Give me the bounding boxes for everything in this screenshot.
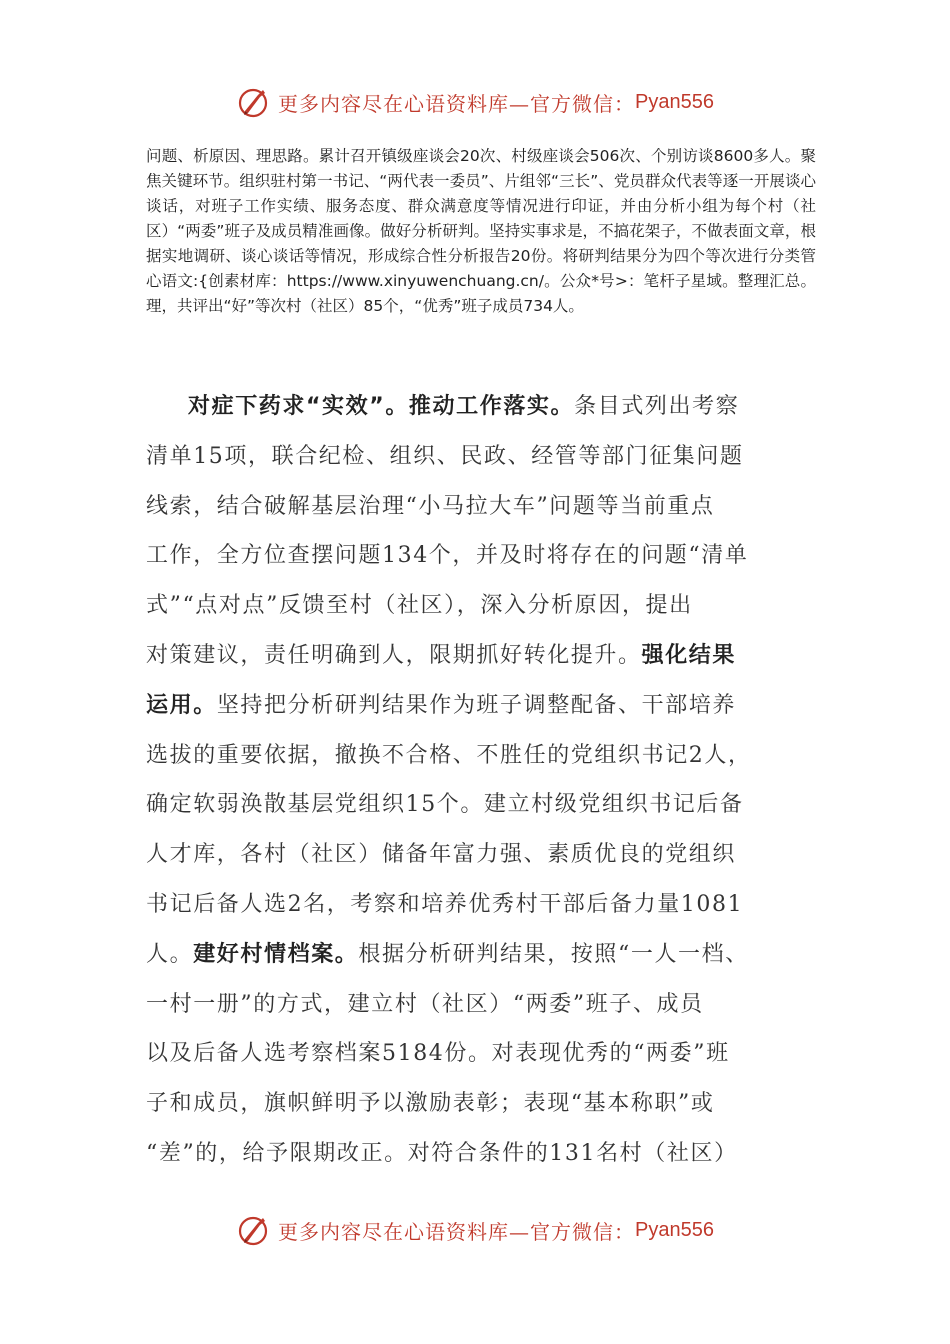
body-line: 工作，全方位查摆问题134个，并及时将存在的问题“清单 (146, 543, 749, 569)
section-heading: 对症下药求“实效”。推动工作落实。 (188, 394, 575, 419)
section-heading: 运用。 (146, 692, 217, 718)
body-line: 子和成员，旗帜鲜明予以激励表彰；表现“基本称职”或 (146, 1091, 715, 1117)
body-line: 对症下药求“实效”。推动工作落实。条目式列出考察 (188, 394, 740, 419)
body-line: 以及后备人选考察档案5184份。对表现优秀的“两委”班 (146, 1041, 730, 1067)
watermark-wechat-id: Pyan556 (635, 90, 714, 113)
body-line: 选拔的重要依据，撤换不合格、不胜任的党组织书记2人， (146, 742, 752, 768)
pen-nib-circle-icon (236, 1212, 272, 1248)
body-line: 线索，结合破解基层治理“小马拉大车”问题等当前重点 (146, 493, 715, 519)
body-line: “差”的，给予限期改正。对符合条件的131名村（社区） (146, 1140, 738, 1166)
body-line: 对策建议，责任明确到人，限期抓好转化提升。强化结果 (146, 642, 737, 668)
body-line: 一村一册”的方式，建立村（社区）“两委”班子、成员 (146, 991, 704, 1017)
watermark-text: 更多内容尽在心语资料库—官方微信： (278, 1219, 636, 1244)
watermark-footer (0, 1210, 950, 1250)
body-line: 人。建好村情档案。根据分析研判结果，按照“一人一档、 (146, 941, 749, 967)
summary-paragraph: 问题、析原因、理思路。累计召开镇级座谈会20次、村级座谈会506次、个别访谈8600多人。聚焦关键环节。组织驻村第一书记、“两代表一委员”、片组邻“三长”、党员群众代表等逐一开展谈心谈话，对班子工作实绩、服务态度、群众满意度等情况进行印证，并由分析小组为每个村（社区）“两委”班子及成员精准画像。做好分析研判。坚持实事求是，不搞花架子，不做表面文章，根据实地调研、谈心谈话等情况，形成综合性分析报告20份。将研判结果分为四个等次进行分类管心语文:{创素材库：https://www.xinyuwenchuang.cn/。公众*号>：笔杆子星域。整理汇总。理，共评出“好”等次村（社区）85个，“优秀”班子成员734人。 (146, 147, 816, 315)
body-line: 清单15项，联合纪检、组织、民政、经管等部门征集问题 (146, 443, 744, 469)
section-heading: 强化结果 (641, 642, 737, 668)
main-body (146, 382, 810, 1179)
watermark-wechat-id: Pyan556 (635, 1218, 714, 1241)
body-line: 式”“点对点”反馈至村（社区），深入分析原因，提出 (146, 593, 693, 619)
body-line: 确定软弱涣散基层党组织15个。建立村级党组织书记后备 (146, 792, 744, 818)
pen-nib-circle-icon (236, 84, 272, 120)
watermark-text: 更多内容尽在心语资料库—官方微信： (278, 91, 636, 116)
watermark-header (0, 82, 950, 122)
body-line: 运用。坚持把分析研判结果作为班子调整配备、干部培养 (146, 692, 737, 718)
body-line: 书记后备人选2名，考察和培养优秀村干部后备力量1081 (146, 891, 744, 917)
body-line: 人才库，各村（社区）储备年富力强、素质优良的党组织 (146, 842, 737, 868)
section-heading: 建好村情档案。 (193, 941, 359, 967)
